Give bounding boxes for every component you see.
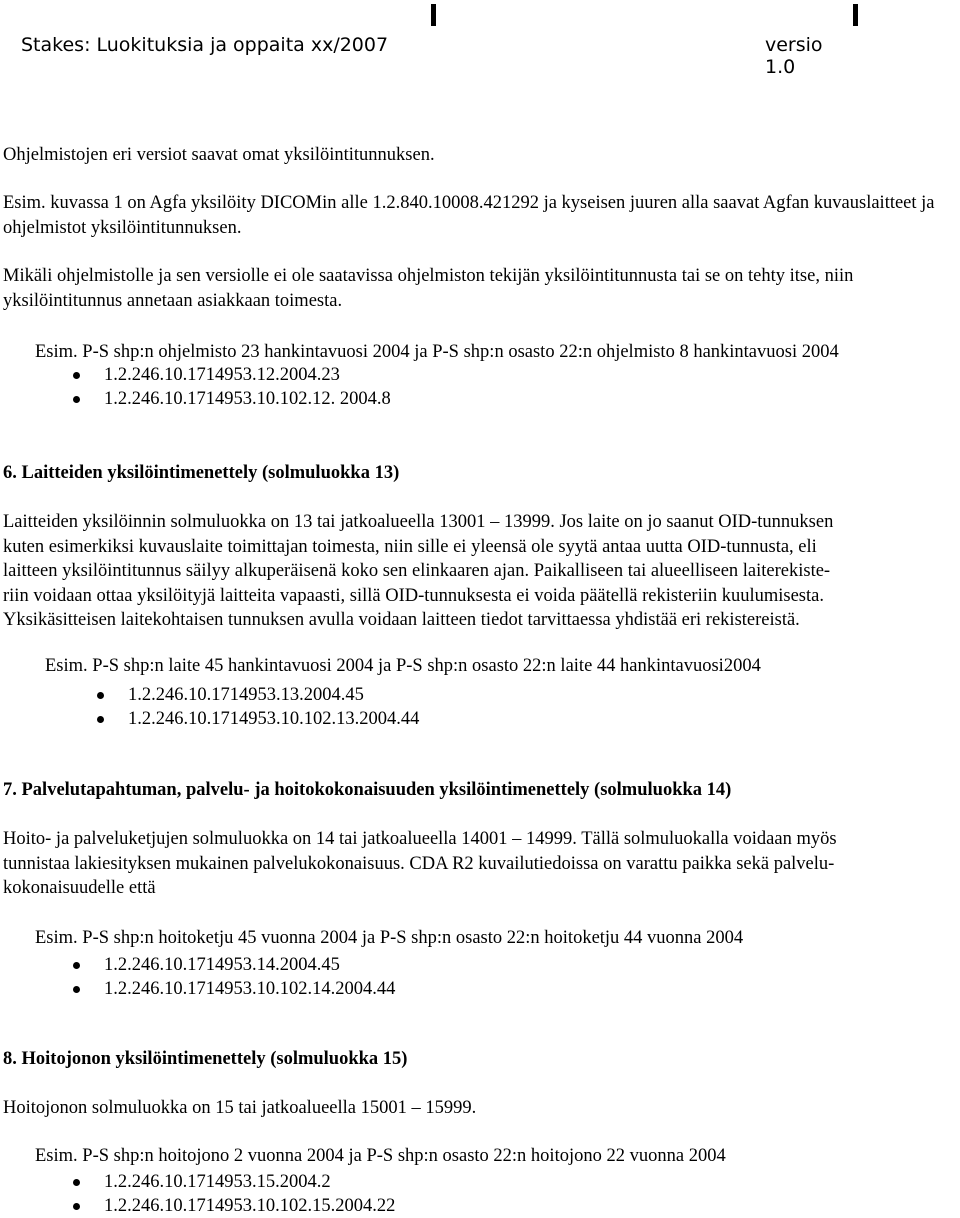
paragraph-versions: Ohjelmistojen eri versiot saavat omat yksilöintitunnuksen. (3, 145, 435, 165)
section-7-body (3, 827, 957, 901)
section-8-body: Hoitojonon solmuluokka on 15 tai jatkoalueella 15001 – 15999. (3, 1098, 477, 1118)
bullet-icon (97, 716, 104, 723)
body-line: riin voidaan ottaa yksilöityjä laitteita vapaasti, sillä OID-tunnuksesta ei voida päätellä rekisteriin kuulumisesta. (3, 585, 824, 606)
header-title: Stakes: Luokituksia ja oppaita xx/2007 (21, 34, 389, 56)
section-7-oid-list (104, 953, 395, 1001)
body-line: Hoito- ja palveluketjujen solmuluokka on 14 tai jatkoalueella 14001 – 14999. Tällä solmuluokalla voidaan myös (3, 829, 837, 849)
header-version: versio 1.0 (765, 34, 823, 78)
paragraph-agfa-example: Esim. kuvassa 1 on Agfa yksilöity DICOMin alle 1.2.840.10008.421292 ja kyseisen juuren alla saavat Agfan kuvauslaitteet ja ohjelmistot yksilöintitunnuksen. (3, 193, 935, 238)
list-item: 1.2.246.10.1714953.10.102.13.2004.44 (128, 707, 419, 731)
body-line: kokonaisuudelle että (3, 878, 156, 898)
body-line: tunnistaa lakiesityksen mukainen palvelukokonaisuus. CDA R2 kuvailutiedoissa on varattu paikka sekä palvelu- (3, 853, 835, 874)
bullet-icon (73, 396, 80, 403)
list-item: 1.2.246.10.1714953.10.102.15.2004.22 (104, 1194, 395, 1218)
body-line: laitteen yksilöintitunnus säilyy alkuperäisenä koko sen elinkaaren ajan. Paikalliseen tai alueelliseen laiterekiste- (3, 561, 831, 581)
section-6-oid-list (128, 683, 419, 731)
list-item: 1.2.246.10.1714953.13.2004.45 (128, 683, 419, 707)
bullet-icon (73, 372, 80, 379)
software-oid-list (104, 363, 391, 411)
body-line: kuten esimerkiksi kuvauslaite toimittajan toimesta, niin sille ei yleensä ole syytä antaa uutta OID-tunnusta, eli (3, 536, 817, 557)
paragraph-self-made: Mikäli ohjelmistolle ja sen versiolle ei ole saatavissa ohjelmiston tekijän yksilöintitunnusta tai se on tehty itse, niin yksilöintitunnus annetaan asiakkaan toimesta. (3, 266, 854, 311)
heading-section-6: 6. Laitteiden yksilöintimenettely (solmuluokka 13) (3, 463, 400, 483)
body-line: Yksikäsitteisen laitekohtaisen tunnuksen avulla voidaan laitteen tiedot tarvittaessa yhdistää eri rekistereistä. (3, 610, 800, 630)
section-6-example: Esim. P-S shp:n laite 45 hankintavuosi 2004 ja P-S shp:n osasto 22:n laite 44 hankintavuosi2004 (45, 656, 761, 676)
bullet-icon (73, 962, 80, 969)
list-item: 1.2.246.10.1714953.14.2004.45 (104, 953, 395, 977)
bullet-icon (73, 1203, 80, 1210)
list-item: 1.2.246.10.1714953.15.2004.2 (104, 1170, 395, 1194)
list-item: 1.2.246.10.1714953.10.102.12. 2004.8 (104, 387, 391, 411)
section-8-example: Esim. P-S shp:n hoitojono 2 vuonna 2004 ja P-S shp:n osasto 22:n hoitojono 22 vuonna 2004 (35, 1146, 726, 1166)
list-item: 1.2.246.10.1714953.12.2004.23 (104, 363, 391, 387)
header-rule-mark-left (431, 4, 436, 26)
bullet-icon (97, 692, 104, 699)
section-8-oid-list (104, 1170, 395, 1218)
list-item: 1.2.246.10.1714953.10.102.14.2004.44 (104, 977, 395, 1001)
header-rule-mark-right (853, 4, 858, 26)
heading-section-7: 7. Palvelutapahtuman, palvelu- ja hoitokokonaisuuden yksilöintimenettely (solmuluokka 14) (3, 780, 732, 800)
body-line: Laitteiden yksilöinnin solmuluokka on 13 tai jatkoalueella 13001 – 13999. Jos laite on jo saanut OID-tunnuksen (3, 512, 834, 532)
section-7-example: Esim. P-S shp:n hoitoketju 45 vuonna 2004 ja P-S shp:n osasto 22:n hoitoketju 44 vuonna 2004 (35, 928, 744, 948)
bullet-icon (73, 986, 80, 993)
bullet-icon (73, 1179, 80, 1186)
section-6-body (3, 510, 957, 633)
heading-section-8: 8. Hoitojonon yksilöintimenettely (solmuluokka 15) (3, 1049, 408, 1069)
paragraph-example-software: Esim. P-S shp:n ohjelmisto 23 hankintavuosi 2004 ja P-S shp:n osasto 22:n ohjelmisto 8 hankintavuosi 2004 (35, 342, 839, 362)
